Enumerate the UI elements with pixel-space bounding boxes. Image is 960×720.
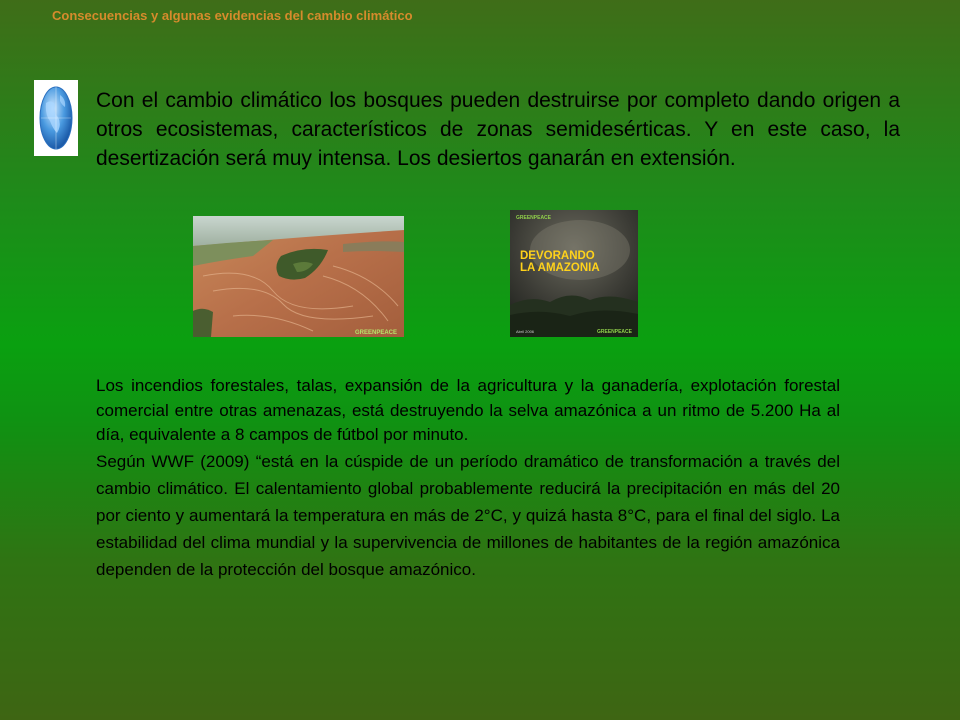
poster-watermark: GREENPEACE [596,329,632,335]
poster-title-line1: DEVORANDO [520,250,595,262]
poster-logo: GREENPEACE [516,215,552,221]
aerial-watermark: GREENPEACE [354,330,397,336]
devorando-amazonia-poster [510,210,638,337]
globe-icon [34,80,78,156]
poster-date: Abril 2006 [516,329,535,334]
body-paragraph-1: Los incendios forestales, talas, expansión de la agricultura y la ganadería, explotación forestal comercial entre otras amenazas, está destruyendo la selva amazónica a un ritmo de 5.200 Ha al día, equivalente a 8 campos de fútbol por minuto. [96,376,840,444]
slide-title: Consecuencias y algunas evidencias del cambio climático [52,8,413,23]
body-paragraph-2: Según WWF (2009) “está en la cúspide de un período dramático de transformación a través del cambio climático. El calentamiento global probablemente reducirá la precipitación en más del 20 por ciento y aumentará la temperatura en más de 2°C, y quizá hasta 8°C, para el final del siglo. La estabilidad del clima mundial y la supervivencia de millones de habitantes de la región amazónica dependen de la protección del bosque amazónico. [96,451,840,579]
intro-paragraph: Con el cambio climático los bosques pueden destruirse por completo dando origen a otros ecosistemas, característicos de zonas semidesérticas. Y en este caso, la desertización será muy intensa. Los desiertos ganarán en extensión. [96,89,900,170]
deforestation-aerial-photo [193,216,404,337]
body-text [96,374,840,583]
poster-title-line2: LA AMAZONIA [520,262,600,274]
